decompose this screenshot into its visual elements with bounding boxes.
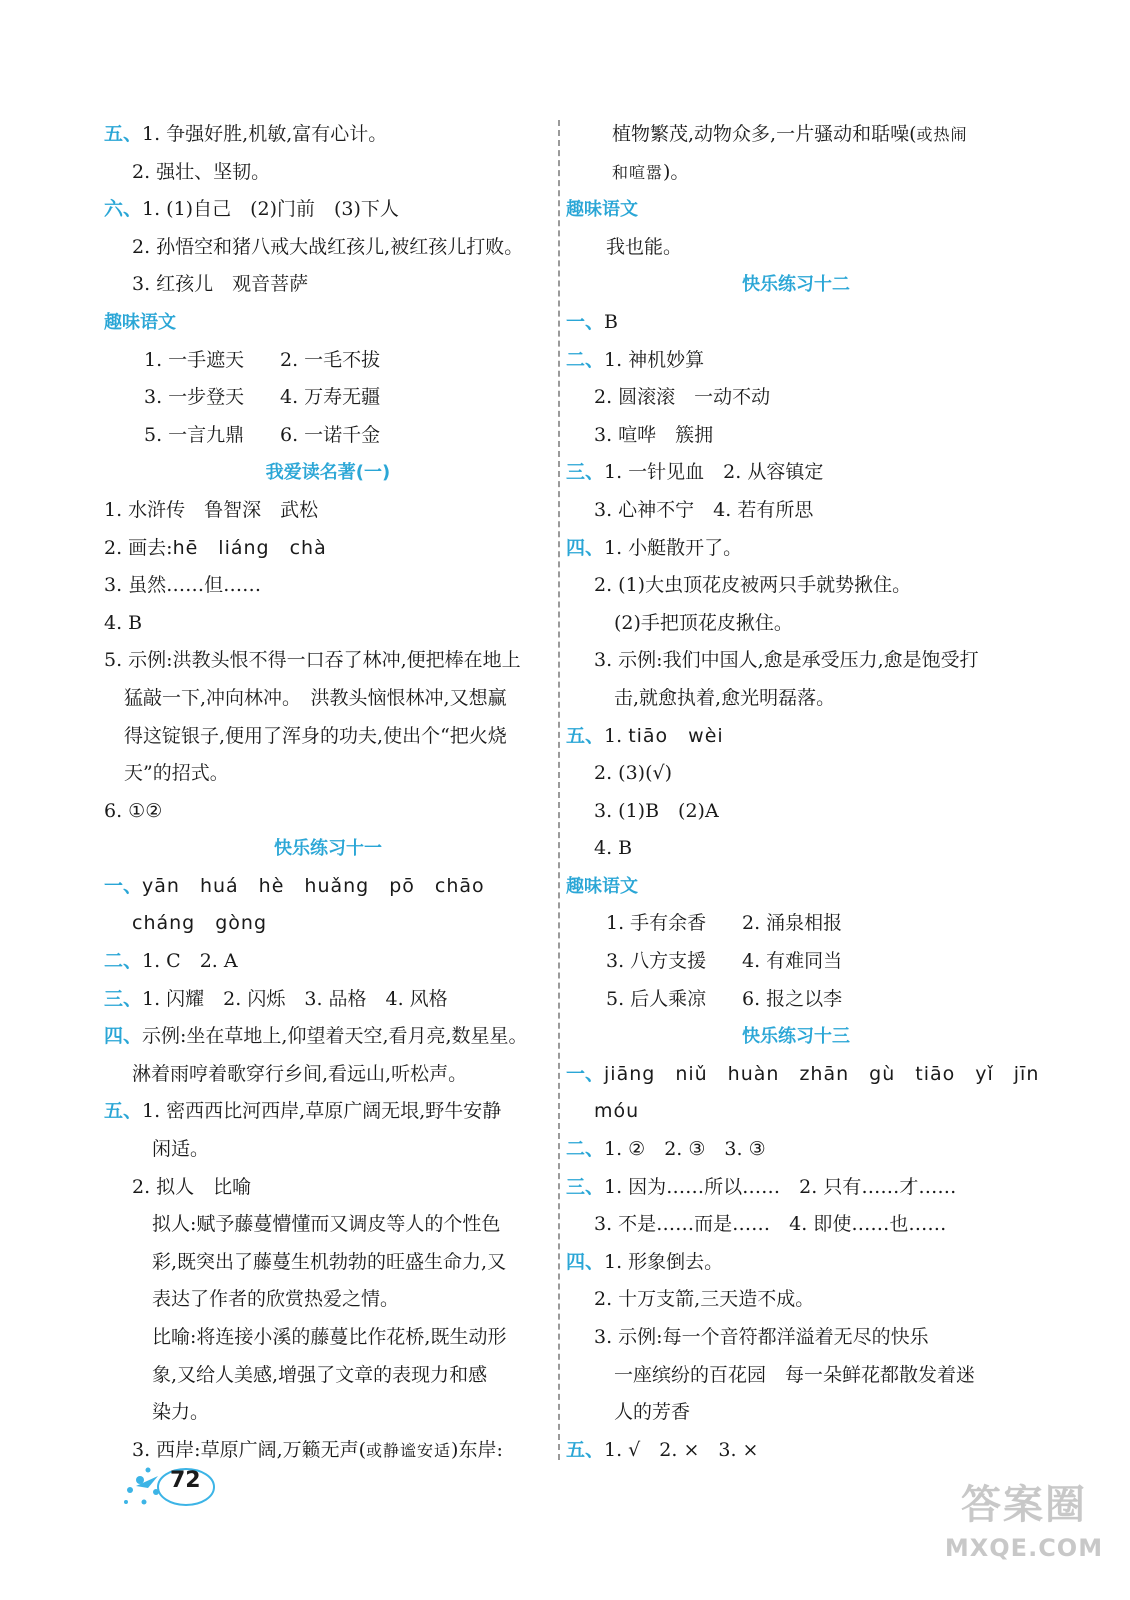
section-heading: 快乐练习十三 — [742, 1026, 850, 1048]
idiom-answer: 6. 报之以李 — [742, 987, 843, 1010]
answer-line — [104, 868, 552, 906]
answer-line: 彩,既突出了藤蔓生机勃勃的旺盛生命力,又 — [152, 1250, 507, 1273]
answer-line: 一座缤纷的百花园 每一朵鲜花都散发着迷 — [614, 1363, 976, 1386]
answer-line — [566, 1244, 1026, 1282]
answer-line — [104, 379, 552, 417]
section-mark: 一、 — [104, 874, 143, 897]
idiom-answer: 3. 一步登天 — [144, 386, 245, 409]
column-divider — [558, 120, 560, 1460]
section-mark: 六、 — [104, 198, 143, 221]
answer-text: 1. (1)自己 (2)门前 (3)下人 — [142, 198, 399, 221]
answer-line: 4. B — [104, 611, 143, 634]
section-mark: 一、 — [566, 1062, 605, 1085]
answer-text: 1. 密西西比河西岸,草原广阔无垠,野牛安静 — [142, 1100, 502, 1123]
answer-line — [104, 943, 552, 981]
answer-text: )东岸: — [451, 1438, 503, 1461]
answer-line: 3. 虽然……但…… — [104, 574, 262, 597]
idiom-answer: 2. 一毛不拔 — [280, 348, 381, 371]
answer-text: 植物繁茂,动物众多,一片骚动和聒噪( — [612, 123, 917, 145]
answer-text: 1. 形象倒去。 — [604, 1250, 724, 1273]
answer-text: )。 — [663, 160, 690, 183]
section-mark: 二、 — [566, 1138, 605, 1161]
idiom-answer: 1. 一手遮天 — [144, 348, 245, 371]
idiom-answer: 1. 手有余香 — [606, 912, 707, 935]
answer-line: 3. 示例:我们中国人,愈是承受压力,愈是饱受打 — [594, 649, 979, 672]
answer-line — [104, 116, 552, 154]
answer-line: 6. ①② — [104, 799, 163, 822]
answer-line: 3. 喧哗 簇拥 — [594, 423, 714, 446]
idiom-answer: 2. 涌泉相报 — [742, 912, 843, 935]
answer-line: 我也能。 — [606, 235, 683, 258]
answer-text: 2. 画去: — [104, 536, 173, 559]
idiom-answer: 4. 有难同当 — [742, 950, 843, 973]
answer-text: 1. √ 2. × 3. × — [604, 1438, 759, 1461]
answer-line — [566, 981, 1026, 1019]
answer-text: 1. 因为……所以…… 2. 只有……才…… — [604, 1175, 957, 1198]
answer-line — [104, 191, 552, 229]
section-heading: 趣味语文 — [104, 311, 176, 333]
answer-line: 象,又给人美感,增强了文章的表现力和感 — [152, 1363, 488, 1386]
answer-line — [566, 718, 1026, 756]
answer-line — [566, 943, 1026, 981]
answer-line: 4. B — [594, 837, 633, 860]
answer-line: 淋着雨哼着歌穿行乡间,看远山,听松声。 — [132, 1062, 468, 1085]
answer-line: 击,就愈执着,愈光明磊落。 — [614, 686, 836, 709]
section-mark: 四、 — [566, 536, 605, 559]
section-mark: 四、 — [566, 1250, 605, 1273]
pinyin-text: jiāng niǔ huàn zhān gù tiāo yǐ jīn — [604, 1062, 1040, 1085]
answer-line: 2. (3)(√) — [594, 762, 673, 785]
alternate-answer: 或静谧安适 — [366, 1440, 452, 1460]
answer-line: 3. (1)B (2)A — [594, 799, 719, 822]
answer-text: 1. ② 2. ③ 3. ③ — [604, 1138, 766, 1161]
answer-line — [566, 116, 1026, 154]
section-heading: 趣味语文 — [566, 199, 638, 221]
answer-line — [104, 1093, 552, 1131]
left-column — [104, 116, 552, 1469]
answer-text: 示例:坐在草地上,仰望着天空,看月亮,数星星。 — [142, 1025, 528, 1048]
section-mark: 五、 — [104, 123, 143, 145]
section-mark: 四、 — [104, 1025, 143, 1048]
answer-line: móu — [594, 1100, 640, 1123]
answer-line — [104, 417, 552, 455]
answer-text: B — [604, 310, 618, 333]
answer-line: 2. 圆滚滚 一动不动 — [594, 386, 771, 409]
alternate-answer: 和喧嚣 — [612, 162, 664, 182]
answer-line: 3. 红孩儿 观音菩萨 — [132, 273, 309, 296]
section-mark: 五、 — [566, 724, 605, 747]
alternate-answer: 或热闹 — [916, 125, 968, 144]
answer-text: 1. 闪耀 2. 闪烁 3. 品格 4. 风格 — [142, 987, 448, 1010]
answer-line: 5. 示例:洪教头恨不得一口吞了林冲,便把棒在地上 — [104, 649, 521, 672]
idiom-answer: 5. 一言九鼎 — [144, 423, 245, 446]
answer-line: 2. (1)大虫顶花皮被两只手就势揪住。 — [594, 574, 912, 597]
watermark-logo-text: 答案圈 — [961, 1482, 1087, 1528]
answer-line: 天”的招式。 — [124, 762, 229, 785]
section-mark: 一、 — [566, 310, 605, 333]
section-mark: 三、 — [566, 461, 605, 484]
answer-line — [566, 1432, 1026, 1470]
section-heading: 我爱读名著(一) — [265, 462, 391, 484]
answer-line: 表达了作者的欣赏热爱之情。 — [152, 1288, 400, 1311]
right-column — [566, 116, 1040, 1469]
answer-line: 1. 水浒传 鲁智深 武松 — [104, 498, 319, 521]
answer-line — [104, 342, 552, 380]
answer-line — [566, 154, 1026, 192]
answer-line: 得这锭银子,便用了浑身的功夫,使出个“把火烧 — [124, 724, 507, 747]
answer-line — [566, 454, 1026, 492]
answer-line — [566, 530, 1026, 568]
section-heading: 趣味语文 — [566, 875, 638, 897]
answer-line: 比喻:将连接小溪的藤蔓比作花桥,既生动形 — [152, 1326, 507, 1348]
answer-line — [104, 530, 552, 568]
answer-text: 3. 西岸:草原广阔,万籁无声( — [132, 1438, 367, 1461]
answer-line — [566, 342, 1026, 380]
splash-decoration-icon — [118, 1462, 218, 1512]
page-number: 72 — [170, 1468, 201, 1493]
section-mark: 二、 — [104, 950, 143, 973]
answer-line: (2)手把顶花皮揪住。 — [614, 611, 793, 634]
section-mark: 五、 — [566, 1438, 605, 1461]
pinyin-text: tiāo wèi — [628, 724, 724, 747]
answer-text: 1. 争强好胜,机敏,富有心计。 — [142, 123, 388, 145]
answer-line: 拟人:赋予藤蔓懵懂而又调皮等人的个性色 — [152, 1213, 501, 1236]
answer-text: 1. 一针见血 2. 从容镇定 — [604, 461, 824, 484]
answer-line — [104, 1018, 552, 1056]
answer-line: 3. 不是……而是…… 4. 即使……也…… — [594, 1213, 947, 1236]
answer-line — [104, 981, 552, 1019]
answer-line — [566, 1131, 1026, 1169]
pinyin-text: yān huá hè huǎng pō chāo — [142, 874, 485, 897]
section-mark: 三、 — [104, 987, 143, 1010]
idiom-answer: 5. 后人乘凉 — [606, 987, 707, 1010]
answer-text: 1. 小艇散开了。 — [604, 536, 743, 559]
answer-line: 2. 拟人 比喻 — [132, 1175, 252, 1198]
answer-line — [566, 1169, 1026, 1207]
answer-line: 2. 强壮、坚韧。 — [132, 160, 271, 183]
answer-text: 1. C 2. A — [142, 950, 238, 973]
section-mark: 五、 — [104, 1100, 143, 1123]
answer-line: 2. 孙悟空和猪八戒大战红孩儿,被红孩儿打败。 — [132, 235, 524, 258]
answer-line — [566, 1056, 1040, 1094]
section-mark: 三、 — [566, 1175, 605, 1198]
answer-line: cháng gòng — [132, 912, 268, 935]
answer-line: 2. 十万支箭,三天造不成。 — [594, 1288, 815, 1311]
answer-line: 人的芳香 — [614, 1401, 691, 1424]
answer-text: 1. 神机妙算 — [604, 348, 705, 371]
section-heading: 快乐练习十一 — [274, 838, 382, 860]
idiom-answer: 4. 万寿无疆 — [280, 386, 381, 409]
answer-line: 闲适。 — [152, 1138, 210, 1161]
idiom-answer: 6. 一诺千金 — [280, 423, 381, 446]
answer-line: 猛敲一下,冲向林冲。 洪教头恼恨林冲,又想赢 — [124, 686, 507, 709]
section-mark: 二、 — [566, 348, 605, 371]
answer-line — [566, 905, 1026, 943]
idiom-answer: 3. 八方支援 — [606, 950, 707, 973]
answer-line: 3. 示例:每一个音符都洋溢着无尽的快乐 — [594, 1326, 929, 1348]
answer-line — [566, 304, 1026, 342]
pinyin-text: hē liáng chà — [172, 536, 327, 559]
answer-line: 3. 心神不宁 4. 若有所思 — [594, 498, 814, 521]
watermark-url: MXQE.COM — [944, 1534, 1104, 1562]
answer-text: 1. — [604, 724, 629, 747]
section-heading: 快乐练习十二 — [742, 274, 850, 296]
answer-line: 染力。 — [152, 1401, 210, 1424]
site-watermark — [934, 1478, 1114, 1588]
